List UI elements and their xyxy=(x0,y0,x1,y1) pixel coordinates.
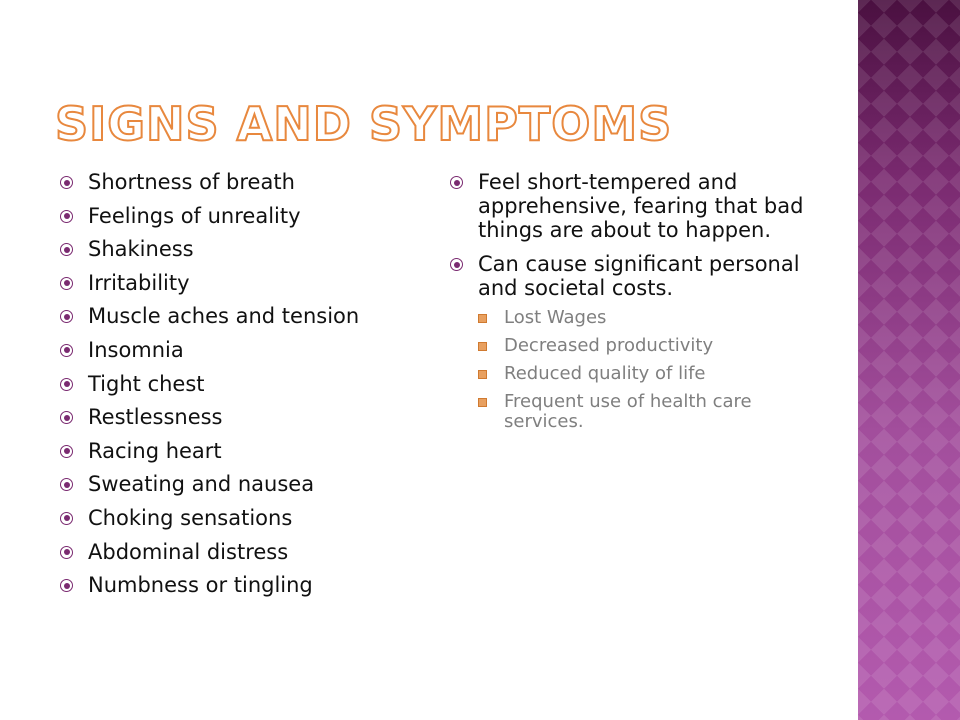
circle-dot-bullet-icon xyxy=(60,512,73,525)
list-item-text: Abdominal distress xyxy=(88,539,289,564)
list-item xyxy=(60,439,430,463)
right-bullet-list xyxy=(450,170,810,442)
list-item-text: Racing heart xyxy=(88,438,222,463)
circle-dot-bullet-icon xyxy=(60,411,73,424)
circle-dot-bullet-icon xyxy=(60,310,73,323)
list-item-text: Irritability xyxy=(88,270,190,295)
circle-dot-bullet-icon xyxy=(60,243,73,256)
list-item-text: Restlessness xyxy=(88,405,223,430)
circle-dot-bullet-icon xyxy=(450,176,463,189)
list-item xyxy=(60,204,430,228)
circle-dot-bullet-icon xyxy=(60,445,73,458)
list-item-text: Shortness of breath xyxy=(88,170,295,194)
list-item-text: Can cause significant personal and societal costs. xyxy=(478,252,800,300)
circle-dot-bullet-icon xyxy=(60,176,73,189)
list-item xyxy=(60,237,430,261)
list-item-text: Choking sensations xyxy=(88,505,293,530)
list-item xyxy=(60,372,430,396)
list-item-text: Sweating and nausea xyxy=(88,472,315,497)
sub-list-item xyxy=(478,364,810,384)
square-bullet-icon xyxy=(478,398,487,407)
list-item xyxy=(60,338,430,362)
list-item xyxy=(60,271,430,295)
sub-list-item-text: Decreased productivity xyxy=(504,335,714,356)
list-item xyxy=(60,405,430,429)
list-item xyxy=(60,304,430,328)
circle-dot-bullet-icon xyxy=(60,378,73,391)
list-item xyxy=(450,170,810,242)
list-item xyxy=(60,472,430,496)
list-item xyxy=(60,573,430,597)
list-item-text: Feelings of unreality xyxy=(88,203,301,228)
list-item-text: Insomnia xyxy=(88,337,184,362)
list-item xyxy=(60,540,430,564)
list-item-text: Shakiness xyxy=(88,237,194,262)
circle-dot-bullet-icon xyxy=(60,579,73,592)
circle-dot-bullet-icon xyxy=(450,258,463,271)
left-bullet-list xyxy=(60,170,430,607)
list-item xyxy=(60,170,430,194)
sub-list-item-text: Reduced quality of life xyxy=(504,363,706,384)
circle-dot-bullet-icon xyxy=(60,344,73,357)
sub-list-item xyxy=(478,308,810,328)
sub-list-item-text: Frequent use of health care services. xyxy=(504,391,752,432)
list-item-text: Feel short-tempered and apprehensive, fearing that bad things are about to happen. xyxy=(478,170,804,242)
square-bullet-icon xyxy=(478,370,487,379)
list-item-text: Tight chest xyxy=(88,371,205,396)
list-item xyxy=(450,252,810,432)
square-bullet-icon xyxy=(478,314,487,323)
circle-dot-bullet-icon xyxy=(60,478,73,491)
circle-dot-bullet-icon xyxy=(60,210,73,223)
sub-list-item xyxy=(478,336,810,356)
decorative-side-panel xyxy=(856,0,960,720)
square-bullet-icon xyxy=(478,342,487,351)
circle-dot-bullet-icon xyxy=(60,546,73,559)
sub-bullet-list xyxy=(478,308,810,432)
sub-list-item-text: Lost Wages xyxy=(504,307,607,328)
sub-list-item xyxy=(478,392,810,432)
slide-title: SIGNS AND SYMPTOMS xyxy=(55,97,673,151)
list-item-text: Muscle aches and tension xyxy=(88,304,360,329)
list-item xyxy=(60,506,430,530)
list-item-text: Numbness or tingling xyxy=(88,573,313,598)
circle-dot-bullet-icon xyxy=(60,277,73,290)
